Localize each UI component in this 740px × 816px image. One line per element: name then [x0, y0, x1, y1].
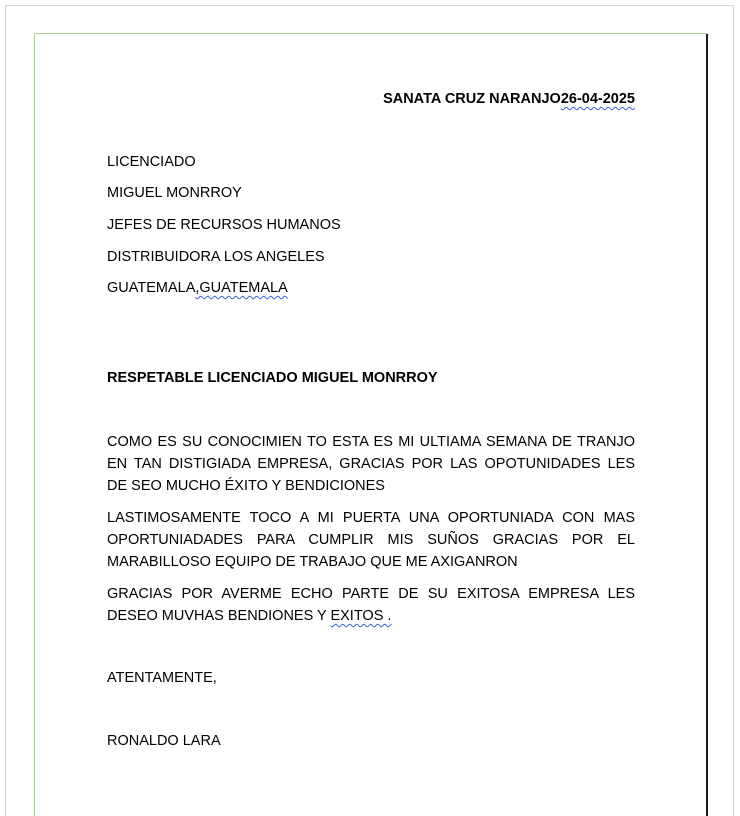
body-paragraph-2[interactable]: LASTIMOSAMENTE TOCO A MI PUERTA UNA OPORTUNIADA CON MAS OPORTUNIADADES PARA CUMPLIR MIS SUÑOS GRACIAS POR EL MARABILLOSO EQUIPO DE TRABAJO QUE ME AXIGANRON: [107, 510, 635, 570]
body-paragraph-3-end: EXITOS .: [330, 608, 392, 624]
recipient-position[interactable]: JEFES DE RECURSOS HUMANOS: [107, 217, 341, 233]
recipient-city: GUATEMALA: [107, 280, 196, 296]
body-paragraph-1[interactable]: COMO ES SU CONOCIMIEN TO ESTA ES MI ULTIAMA SEMANA DE TRANJO EN TAN DISTIGIADA EMPRESA, GRACIAS POR LAS OPOTUNIDADES LES DE SEO MUCHO ÉXITO Y BENDICIONES: [107, 434, 635, 494]
recipient-name[interactable]: MIGUEL MONRROY: [107, 185, 242, 201]
body-paragraph-3-text: GRACIAS POR AVERME ECHO PARTE DE SU EXITOSA EMPRESA LES DESEO MUVHAS BENDIONES Y: [107, 586, 635, 624]
body-paragraph-3[interactable]: [107, 583, 635, 627]
recipient-company[interactable]: DISTRIBUIDORA LOS ANGELES: [107, 249, 325, 265]
page-edge: [706, 34, 708, 816]
recipient-location[interactable]: [107, 277, 288, 299]
date-line[interactable]: [383, 88, 635, 110]
recipient-country: ,GUATEMALA: [195, 280, 288, 296]
recipient-title[interactable]: LICENCIADO: [107, 154, 196, 170]
date-value: 26-04-2025: [560, 91, 635, 107]
signature-name[interactable]: RONALDO LARA: [107, 733, 221, 749]
salutation[interactable]: RESPETABLE LICENCIADO MIGUEL MONRROY: [107, 370, 438, 386]
date-place: SANATA CRUZ NARANJO: [383, 91, 561, 107]
closing[interactable]: ATENTAMENTE,: [107, 670, 217, 686]
